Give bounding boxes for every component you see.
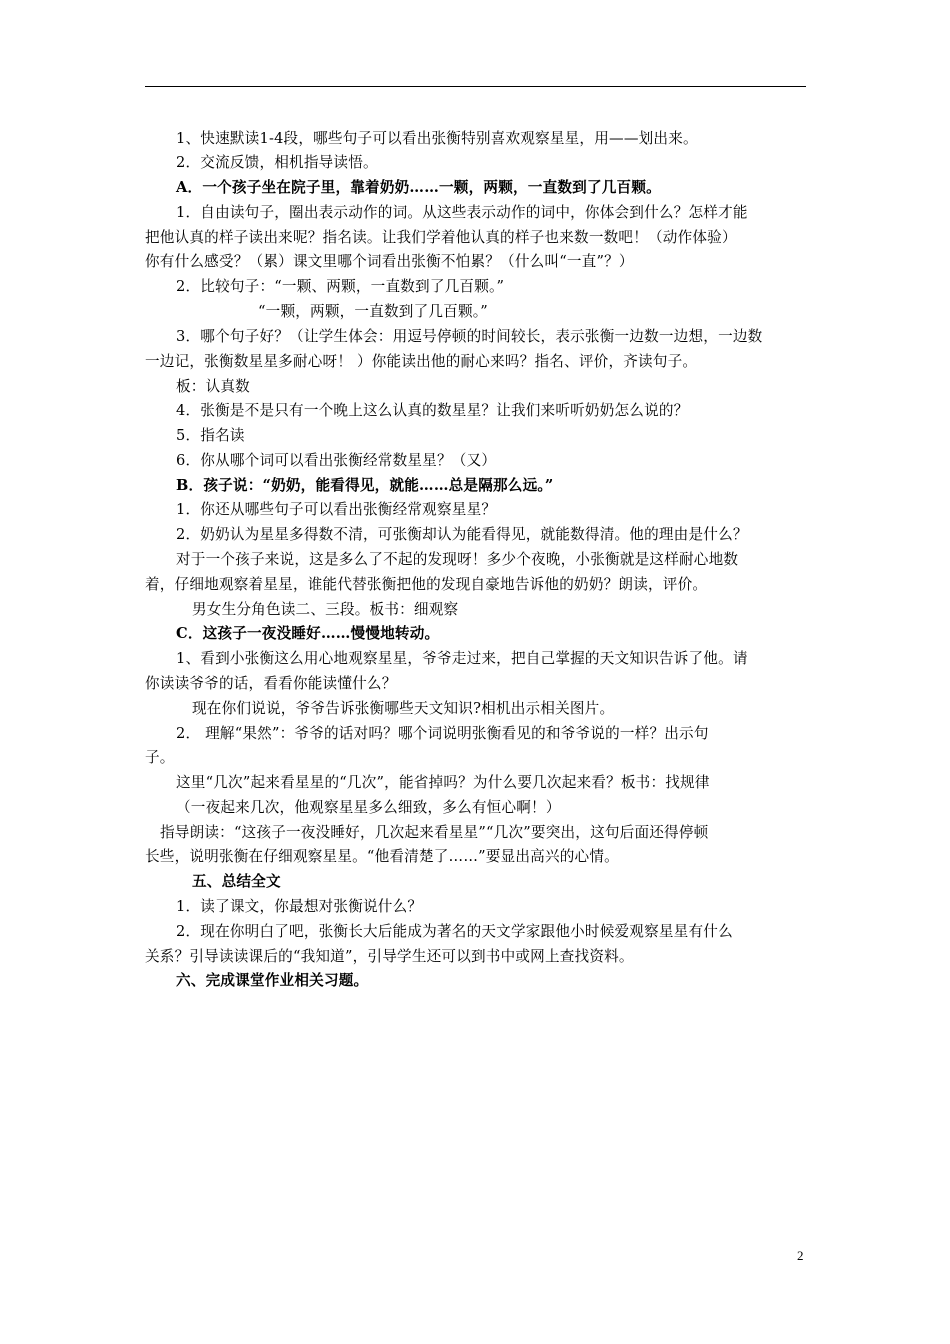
text-line: 1、快速默读1-4段，哪些句子可以看出张衡特别喜欢观察星星，用——划出来。 — [176, 130, 698, 147]
text-line: 1．读了课文，你最想对张衡说什么？ — [176, 898, 423, 915]
section-heading-5: 五、总结全文 — [192, 873, 281, 890]
text-line: 2．比较句子：“一颗、两颗，一直数到了几百颗。” — [176, 278, 505, 295]
text-line: 1．自由读句子，圈出表示动作的词。从这些表示动作的词中，你体会到什么？怎样才能 — [176, 204, 748, 221]
text-line: （一夜起来几次，他观察星星多么细致，多么有恒心啊！） — [176, 799, 561, 816]
text-line: “一颗，两颗，一直数到了几百颗。” — [258, 303, 488, 320]
text-line: 把他认真的样子读出来呢？指名读。让我们学着他认真的样子也来数一数吧！（动作体验） — [145, 229, 737, 246]
text-line: 2． 理解“果然”：爷爷的话对吗？哪个词说明张衡看见的和爷爷说的一样？出示句 — [176, 725, 709, 742]
text-line: 2．现在你明白了吧，张衡长大后能成为著名的天文学家跟他小时候爱观察星星有什么 — [176, 923, 733, 940]
section-heading-b: B．孩子说：“奶奶，能看得见，就能……总是隔那么远。” — [176, 477, 554, 494]
text-line: 1．你还从哪些句子可以看出张衡经常观察星星？ — [176, 501, 497, 518]
text-line: 5．指名读 — [176, 427, 245, 444]
section-heading-a: A．一个孩子坐在院子里，靠着奶奶……一颗，两颗，一直数到了几百颗。 — [176, 179, 661, 196]
text-line: 板：认真数 — [176, 378, 250, 395]
text-line: 2．奶奶认为星星多得数不清，可张衡却认为能看得见，就能数得清。他的理由是什么？ — [176, 526, 748, 543]
text-line: 男女生分角色读二、三段。板书：细观察 — [192, 601, 459, 618]
text-line: 对于一个孩子来说，这是多么了不起的发现呀！多少个夜晚，小张衡就是这样耐心地数 — [176, 551, 739, 568]
text-line: 指导朗读：“这孩子一夜没睡好，几次起来看星星”“几次”要突出，这句后面还得停顿 — [160, 824, 709, 841]
text-line: 1、看到小张衡这么用心地观察星星，爷爷走过来，把自己掌握的天文知识告诉了他。请 — [176, 650, 748, 667]
text-line: 现在你们说说，爷爷告诉张衡哪些天文知识?相机出示相关图片。 — [192, 700, 615, 717]
text-line: 一边记，张衡数星星多耐心呀！ ）你能读出他的耐心来吗？指名、评价，齐读句子。 — [145, 353, 698, 370]
text-line: 子。 — [145, 749, 175, 766]
text-line: 关系？引导读读课后的“我知道”，引导学生还可以到书中或网上查找资料。 — [145, 948, 634, 965]
text-line: 6．你从哪个词可以看出张衡经常数星星？（又） — [176, 452, 497, 469]
section-heading-c: C．这孩子一夜没睡好……慢慢地转动。 — [176, 625, 440, 642]
text-line: 你有什么感受？（累）课文里哪个词看出张衡不怕累？（什么叫“一直”？） — [145, 253, 634, 270]
text-line: 长些，说明张衡在仔细观察星星。“他看清楚了……”要显出高兴的心情。 — [145, 848, 619, 865]
text-line: 2．交流反馈，相机指导读悟。 — [176, 154, 378, 171]
text-line: 这里“几次”起来看星星的“几次”，能省掉吗？为什么要几次起来看？板书：找规律 — [176, 774, 710, 791]
text-line: 3．哪个句子好？（让学生体会：用逗号停顿的时间较长，表示张衡一边数一边想，一边数 — [176, 328, 763, 345]
page-number: 2 — [797, 1248, 804, 1263]
header-rule — [145, 86, 806, 87]
text-line: 4．张衡是不是只有一个晚上这么认真的数星星？让我们来听听奶奶怎么说的？ — [176, 402, 689, 419]
text-line: 你读读爷爷的话，看看你能读懂什么？ — [145, 675, 397, 692]
section-heading-6: 六、完成课堂作业相关习题。 — [176, 972, 369, 989]
text-line: 着，仔细地观察着星星，谁能代替张衡把他的发现自豪地告诉他的奶奶？朗读，评价。 — [145, 576, 708, 593]
